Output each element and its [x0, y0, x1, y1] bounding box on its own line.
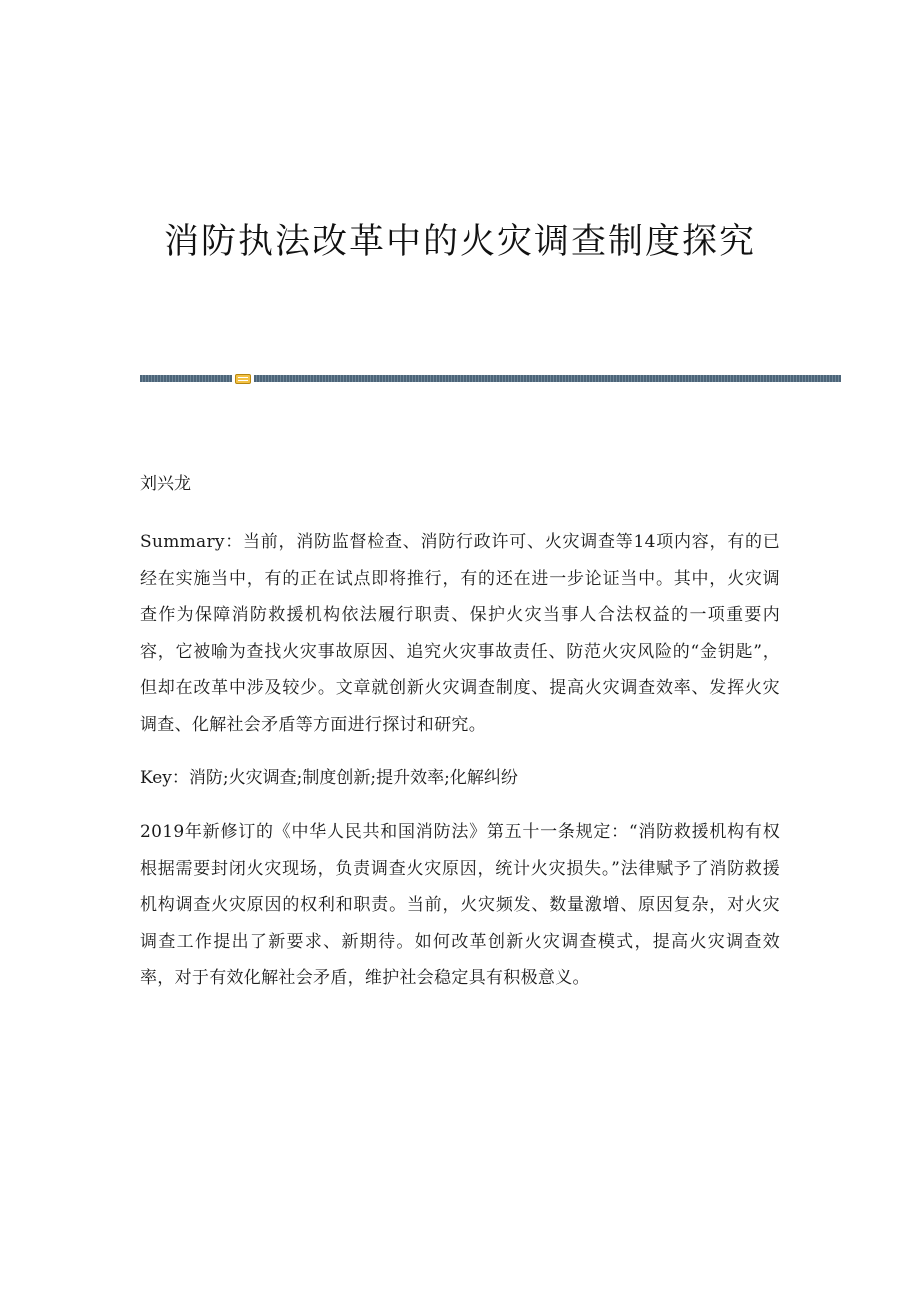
keywords-text: 消防;火灾调查;制度创新;提升效率;化解纠纷 — [188, 768, 518, 788]
keywords-label: Key： — [140, 768, 189, 788]
summary-text: 当前，消防监督检查、消防行政许可、火灾调查等14项内容，有的已经在实施当中，有的正在试点即将推行，有的还在进一步论证当中。其中，火灾调查作为保障消防救援机构依法履行职责、保护火灾当事人合法权益的一项重要内容，它被喻为查找火灾事故原因、追究火灾事故责任、防范火灾风险的“金钥匙”，但却在改革中涉及较少。文章就创新火灾调查制度、提高火灾调查效率、发挥火灾调查、化解社会矛盾等方面进行探讨和研究。 — [140, 532, 780, 735]
author-name: 刘兴龙 — [140, 474, 191, 494]
title-divider — [140, 374, 841, 384]
divider-bar-left — [140, 375, 232, 382]
summary-paragraph — [140, 524, 780, 743]
document-body — [140, 470, 780, 997]
divider-bar-right — [254, 375, 841, 382]
keywords-line — [140, 764, 780, 793]
summary-label: Summary： — [140, 532, 244, 552]
document-title: 消防执法改革中的火灾调查制度探究 — [163, 222, 756, 262]
body-paragraph: 2019年新修订的《中华人民共和国消防法》第五十一条规定：“消防救援机构有权根据需要封闭火灾现场，负责调查火灾原因，统计火灾损失。”法律赋予了消防救援机构调查火灾原因的权利和职责。当前，火灾频发、数量激增、原因复杂，对火灾调查工作提出了新要求、新期待。如何改革创新火灾调查模式，提高火灾调查效率，对于有效化解社会矛盾，维护社会稳定具有积极意义。 — [140, 822, 780, 988]
document-emblem-icon — [235, 374, 251, 384]
